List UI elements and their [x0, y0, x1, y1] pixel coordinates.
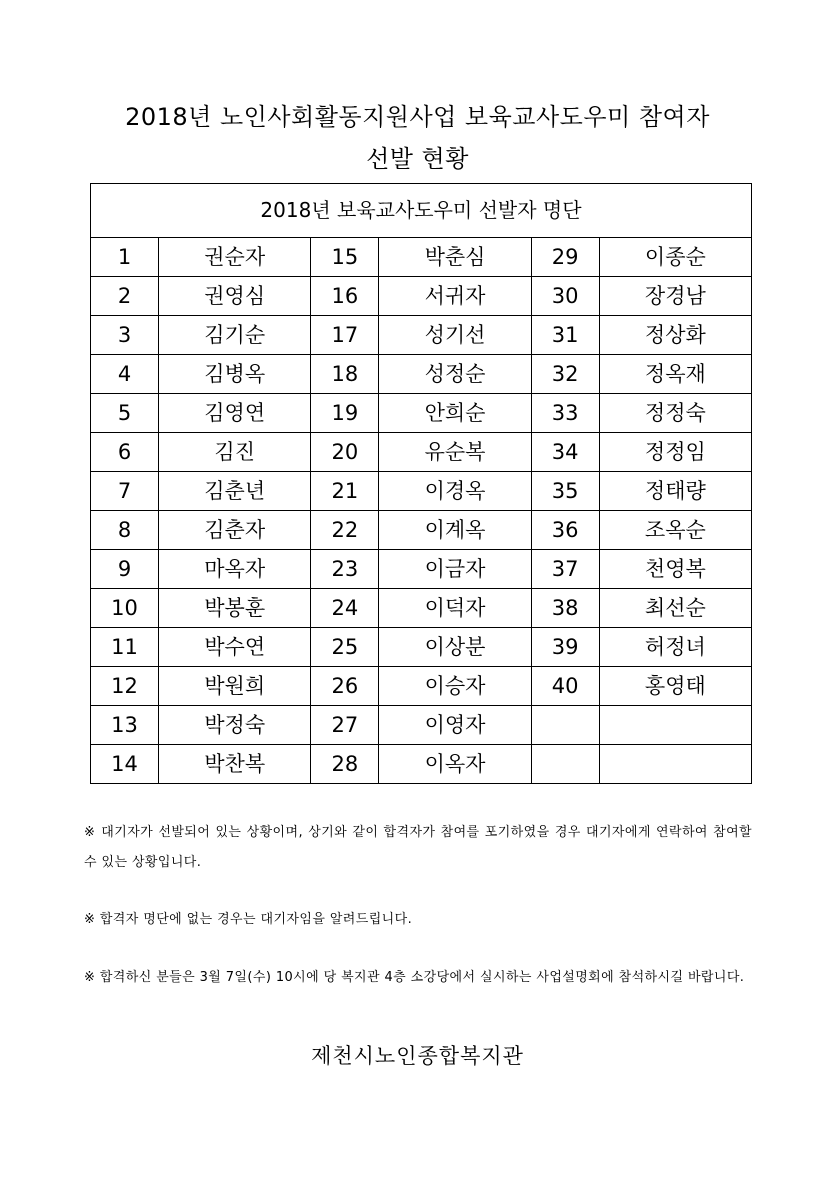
participant-number: 28 — [311, 745, 379, 784]
participant-number: 21 — [311, 472, 379, 511]
participant-number: 35 — [531, 472, 599, 511]
note-briefing: ※ 합격하신 분들은 3월 7일(수) 10시에 당 복지관 4층 소강당에서 실시하는 사업설명회에 참석하시길 바랍니다. — [84, 970, 745, 985]
table-row — [91, 706, 752, 745]
participant-name: 김춘자 — [159, 511, 311, 550]
table-caption: 2018년 보육교사도우미 선발자 명단 — [91, 184, 752, 238]
participant-number: 40 — [531, 667, 599, 706]
table-row — [91, 472, 752, 511]
participant-name: 김진 — [159, 433, 311, 472]
participant-number: 19 — [311, 394, 379, 433]
participant-name: 정정임 — [599, 433, 751, 472]
participant-number — [531, 706, 599, 745]
participant-number: 30 — [531, 277, 599, 316]
note-not-listed: ※ 합격자 명단에 없는 경우는 대기자임을 알려드립니다. — [84, 912, 413, 927]
participant-name: 이계옥 — [379, 511, 531, 550]
participant-name — [599, 706, 751, 745]
participant-number: 32 — [531, 355, 599, 394]
participant-number: 9 — [91, 550, 159, 589]
table-row — [91, 394, 752, 433]
document-subtitle: 선발 현황 — [366, 145, 469, 173]
table-row — [91, 667, 752, 706]
participant-name: 권영심 — [159, 277, 311, 316]
document-title: 2018년 노인사회활동지원사업 보육교사도우미 참여자 — [125, 103, 710, 131]
participant-number: 27 — [311, 706, 379, 745]
participant-name: 이상분 — [379, 628, 531, 667]
table-row — [91, 511, 752, 550]
participant-number: 2 — [91, 277, 159, 316]
participant-number: 31 — [531, 316, 599, 355]
participant-name: 장경남 — [599, 277, 751, 316]
participant-number: 11 — [91, 628, 159, 667]
participant-number: 29 — [531, 238, 599, 277]
table-row — [91, 745, 752, 784]
participant-name: 이종순 — [599, 238, 751, 277]
participant-number: 25 — [311, 628, 379, 667]
participant-name: 이금자 — [379, 550, 531, 589]
participant-name: 성정순 — [379, 355, 531, 394]
participant-number: 18 — [311, 355, 379, 394]
participant-name: 이경옥 — [379, 472, 531, 511]
participant-number: 7 — [91, 472, 159, 511]
participant-name: 김춘년 — [159, 472, 311, 511]
participant-number: 37 — [531, 550, 599, 589]
note-waitlist: ※ 대기자가 선발되어 있는 상황이며, 상기와 같이 합격자가 참여를 포기하였을 경우 대기자에게 연락하여 참여할 수 있는 상황입니다. — [84, 825, 752, 870]
participant-name: 정상화 — [599, 316, 751, 355]
table-row — [91, 628, 752, 667]
participant-name: 정옥재 — [599, 355, 751, 394]
table-row — [91, 433, 752, 472]
participant-number: 13 — [91, 706, 159, 745]
participant-name: 안희순 — [379, 394, 531, 433]
table-row — [91, 316, 752, 355]
participant-name: 정태량 — [599, 472, 751, 511]
participant-number: 24 — [311, 589, 379, 628]
participant-name: 박춘심 — [379, 238, 531, 277]
participant-name: 천영복 — [599, 550, 751, 589]
participant-name: 박수연 — [159, 628, 311, 667]
table-row — [91, 589, 752, 628]
participant-number: 1 — [91, 238, 159, 277]
participant-name: 박정숙 — [159, 706, 311, 745]
participant-number: 3 — [91, 316, 159, 355]
participant-number — [531, 745, 599, 784]
participant-name: 이승자 — [379, 667, 531, 706]
participant-number: 20 — [311, 433, 379, 472]
participant-number: 17 — [311, 316, 379, 355]
participant-name: 정정숙 — [599, 394, 751, 433]
participant-number: 23 — [311, 550, 379, 589]
participant-number: 26 — [311, 667, 379, 706]
participant-name: 이옥자 — [379, 745, 531, 784]
participant-name: 마옥자 — [159, 550, 311, 589]
participant-name: 권순자 — [159, 238, 311, 277]
participant-number: 5 — [91, 394, 159, 433]
participant-name: 이영자 — [379, 706, 531, 745]
participant-name — [599, 745, 751, 784]
participant-name: 이덕자 — [379, 589, 531, 628]
selection-roster-table — [90, 183, 752, 784]
participant-number: 22 — [311, 511, 379, 550]
participant-name: 허정녀 — [599, 628, 751, 667]
table-row — [91, 238, 752, 277]
participant-number: 10 — [91, 589, 159, 628]
table-row — [91, 355, 752, 394]
participant-name: 김병옥 — [159, 355, 311, 394]
participant-number: 8 — [91, 511, 159, 550]
participant-name: 박찬복 — [159, 745, 311, 784]
participant-number: 39 — [531, 628, 599, 667]
participant-name: 김영연 — [159, 394, 311, 433]
participant-number: 16 — [311, 277, 379, 316]
participant-name: 성기선 — [379, 316, 531, 355]
participant-name: 김기순 — [159, 316, 311, 355]
participant-number: 4 — [91, 355, 159, 394]
participant-number: 15 — [311, 238, 379, 277]
participant-number: 36 — [531, 511, 599, 550]
participant-number: 33 — [531, 394, 599, 433]
participant-name: 조옥순 — [599, 511, 751, 550]
participant-number: 6 — [91, 433, 159, 472]
participant-name: 서귀자 — [379, 277, 531, 316]
participant-number: 34 — [531, 433, 599, 472]
participant-name: 박원희 — [159, 667, 311, 706]
participant-number: 38 — [531, 589, 599, 628]
participant-name: 최선순 — [599, 589, 751, 628]
table-row — [91, 550, 752, 589]
participant-name: 박봉훈 — [159, 589, 311, 628]
participant-name: 홍영태 — [599, 667, 751, 706]
participant-name: 유순복 — [379, 433, 531, 472]
organization-name: 제천시노인종합복지관 — [311, 1044, 524, 1068]
table-row — [91, 277, 752, 316]
participant-number: 14 — [91, 745, 159, 784]
participant-number: 12 — [91, 667, 159, 706]
